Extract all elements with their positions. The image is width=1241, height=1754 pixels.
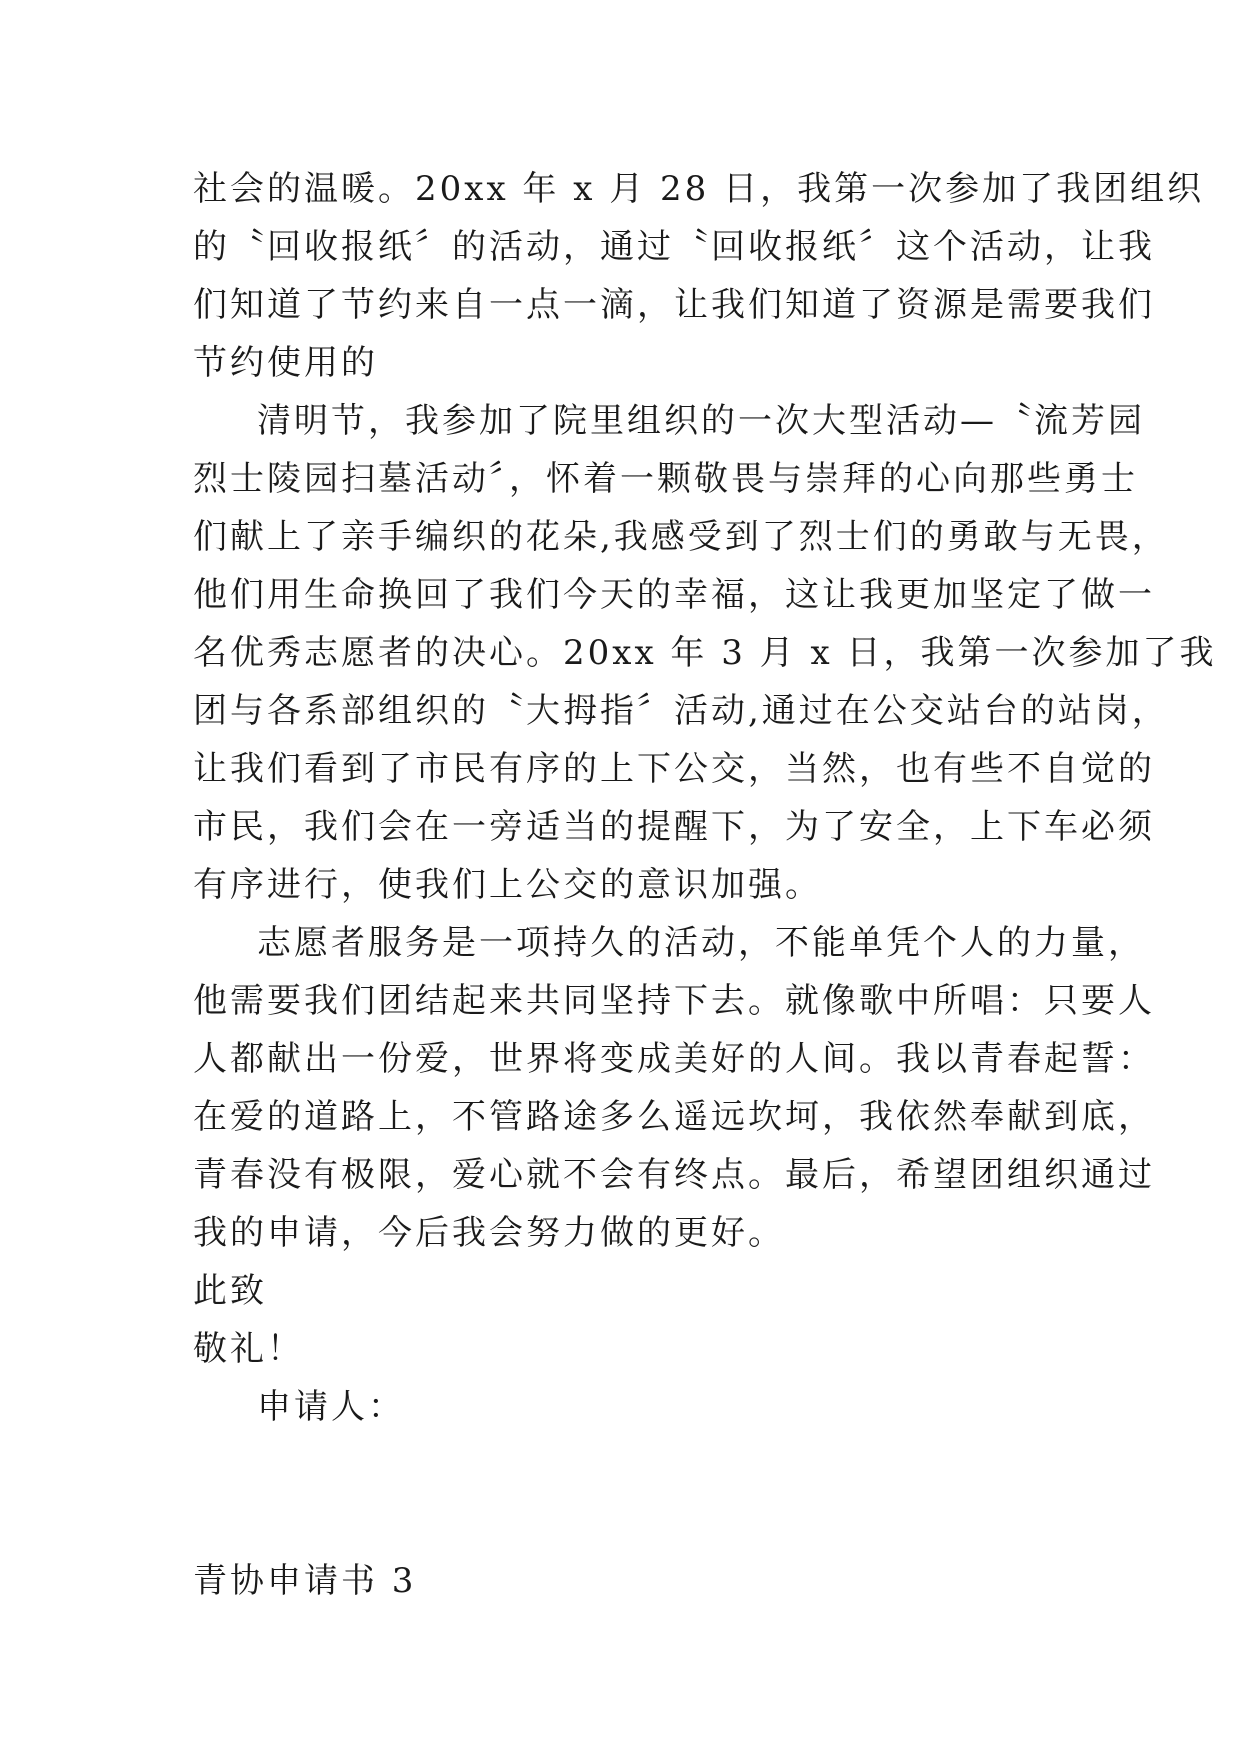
applicant-label: 申请人： [257, 1387, 405, 1427]
section-title: 青协申请书 3 [193, 1561, 417, 1601]
paragraph-line: 人都献出一份爱，世界将变成美好的人间。我以青春起誓： [193, 1039, 1155, 1079]
paragraph-line: 在爱的道路上，不管路途多么遥远坎坷，我依然奉献到底， [193, 1097, 1155, 1137]
closing-regards: 敬礼！ [193, 1329, 304, 1369]
paragraph-line: 们献上了亲手编织的花朵,我感受到了烈士们的勇敢与无畏， [193, 517, 1169, 557]
paragraph-line: 市民，我们会在一旁适当的提醒下，为了安全，上下车必须 [193, 807, 1155, 847]
paragraph-line: 他需要我们团结起来共同坚持下去。就像歌中所唱：只要人 [193, 981, 1155, 1021]
section-gap [193, 1436, 1073, 1552]
paragraph-line: 烈士陵园扫墓活动〞，怀着一颗敬畏与崇拜的心向那些勇士 [193, 459, 1138, 499]
paragraph-line: 社会的温暖。20xx 年 x 月 28 日，我第一次参加了我团组织 [193, 169, 1205, 209]
paragraph-line: 名优秀志愿者的决心。20xx 年 3 月 x 日，我第一次参加了我 [193, 633, 1217, 673]
paragraph-line: 我的申请，今后我会努力做的更好。 [193, 1213, 785, 1253]
paragraph-line: 们知道了节约来自一点一滴，让我们知道了资源是需要我们 [193, 285, 1155, 325]
paragraph-line: 青春没有极限，爱心就不会有终点。最后，希望团组织通过 [193, 1155, 1155, 1195]
paragraph-line: 让我们看到了市民有序的上下公交，当然，也有些不自觉的 [193, 749, 1155, 789]
paragraph-line: 有序进行，使我们上公交的意识加强。 [193, 865, 822, 905]
paragraph-line: 团与各系部组织的〝大拇指〞活动,通过在公交站台的站岗， [193, 691, 1169, 731]
paragraph-line: 的〝回收报纸〞的活动，通过〝回收报纸〞这个活动，让我 [193, 227, 1155, 267]
paragraph-line: 节约使用的 [193, 343, 378, 383]
document-body [193, 160, 1217, 1610]
paragraph-line: 他们用生命换回了我们今天的幸福，这让我更加坚定了做一 [193, 575, 1155, 615]
paragraph-line: 志愿者服务是一项持久的活动，不能单凭个人的力量， [257, 923, 1145, 963]
paragraph-line: 清明节，我参加了院里组织的一次大型活动—〝流芳园 [257, 401, 1145, 441]
closing-salutation: 此致 [193, 1271, 267, 1311]
